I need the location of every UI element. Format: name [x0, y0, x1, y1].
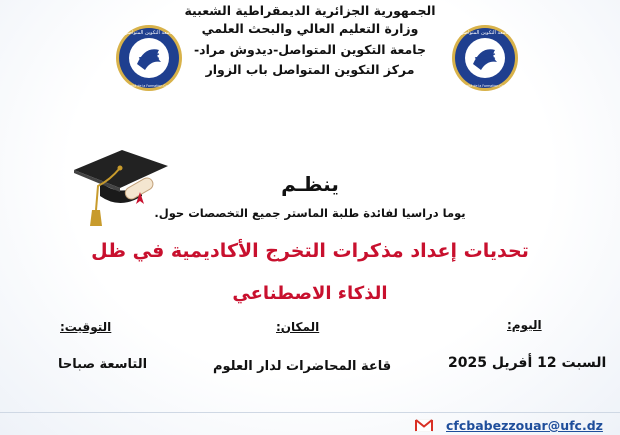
header-center: مركز التكوين المتواصل باب الزوار [205, 62, 415, 77]
logo-arabic-text: جامعة التكوين المتواصل [460, 30, 510, 36]
day-label: اليوم: [507, 318, 542, 332]
organize-heading: ينظـم [281, 172, 339, 196]
time-value: التاسعة صباحا [58, 357, 148, 372]
header-university: جامعة التكوين المتواصل-ديدوش مراد- [193, 42, 427, 57]
event-title-line-2: الذكاء الاصطناعي [232, 283, 388, 304]
place-label: المكان: [276, 320, 320, 334]
header-ministry: وزارة التعليم العالي والبحث العلمي [201, 21, 419, 36]
logo-french-text: Université de la Formation Continue [120, 84, 178, 88]
footer-divider [0, 412, 620, 413]
university-seal-icon [451, 24, 519, 92]
logo-arabic-text: جامعة التكوين المتواصل [124, 30, 174, 36]
intro-text: يوما دراسيا لفائدة طلبة الماستر جميع التخصصات حول. [154, 206, 466, 220]
header-republic: الجمهورية الجزائرية الديمقراطية الشعبية [184, 3, 436, 18]
contact-email-link[interactable]: cfcbabezzouar@ufc.dz [446, 418, 603, 433]
time-label: التوقيت: [60, 320, 112, 334]
logo-french-text: Université de la Formation Continue [456, 84, 514, 88]
place-value: قاعة المحاضرات لدار العلوم [213, 359, 392, 374]
university-seal-icon [115, 24, 183, 92]
event-title-line-1: تحديات إعداد مذكرات التخرج الأكاديمية في ظل [91, 240, 529, 262]
gmail-icon [415, 419, 433, 432]
day-value: السبت 12 أفريل 2025 [448, 355, 607, 371]
